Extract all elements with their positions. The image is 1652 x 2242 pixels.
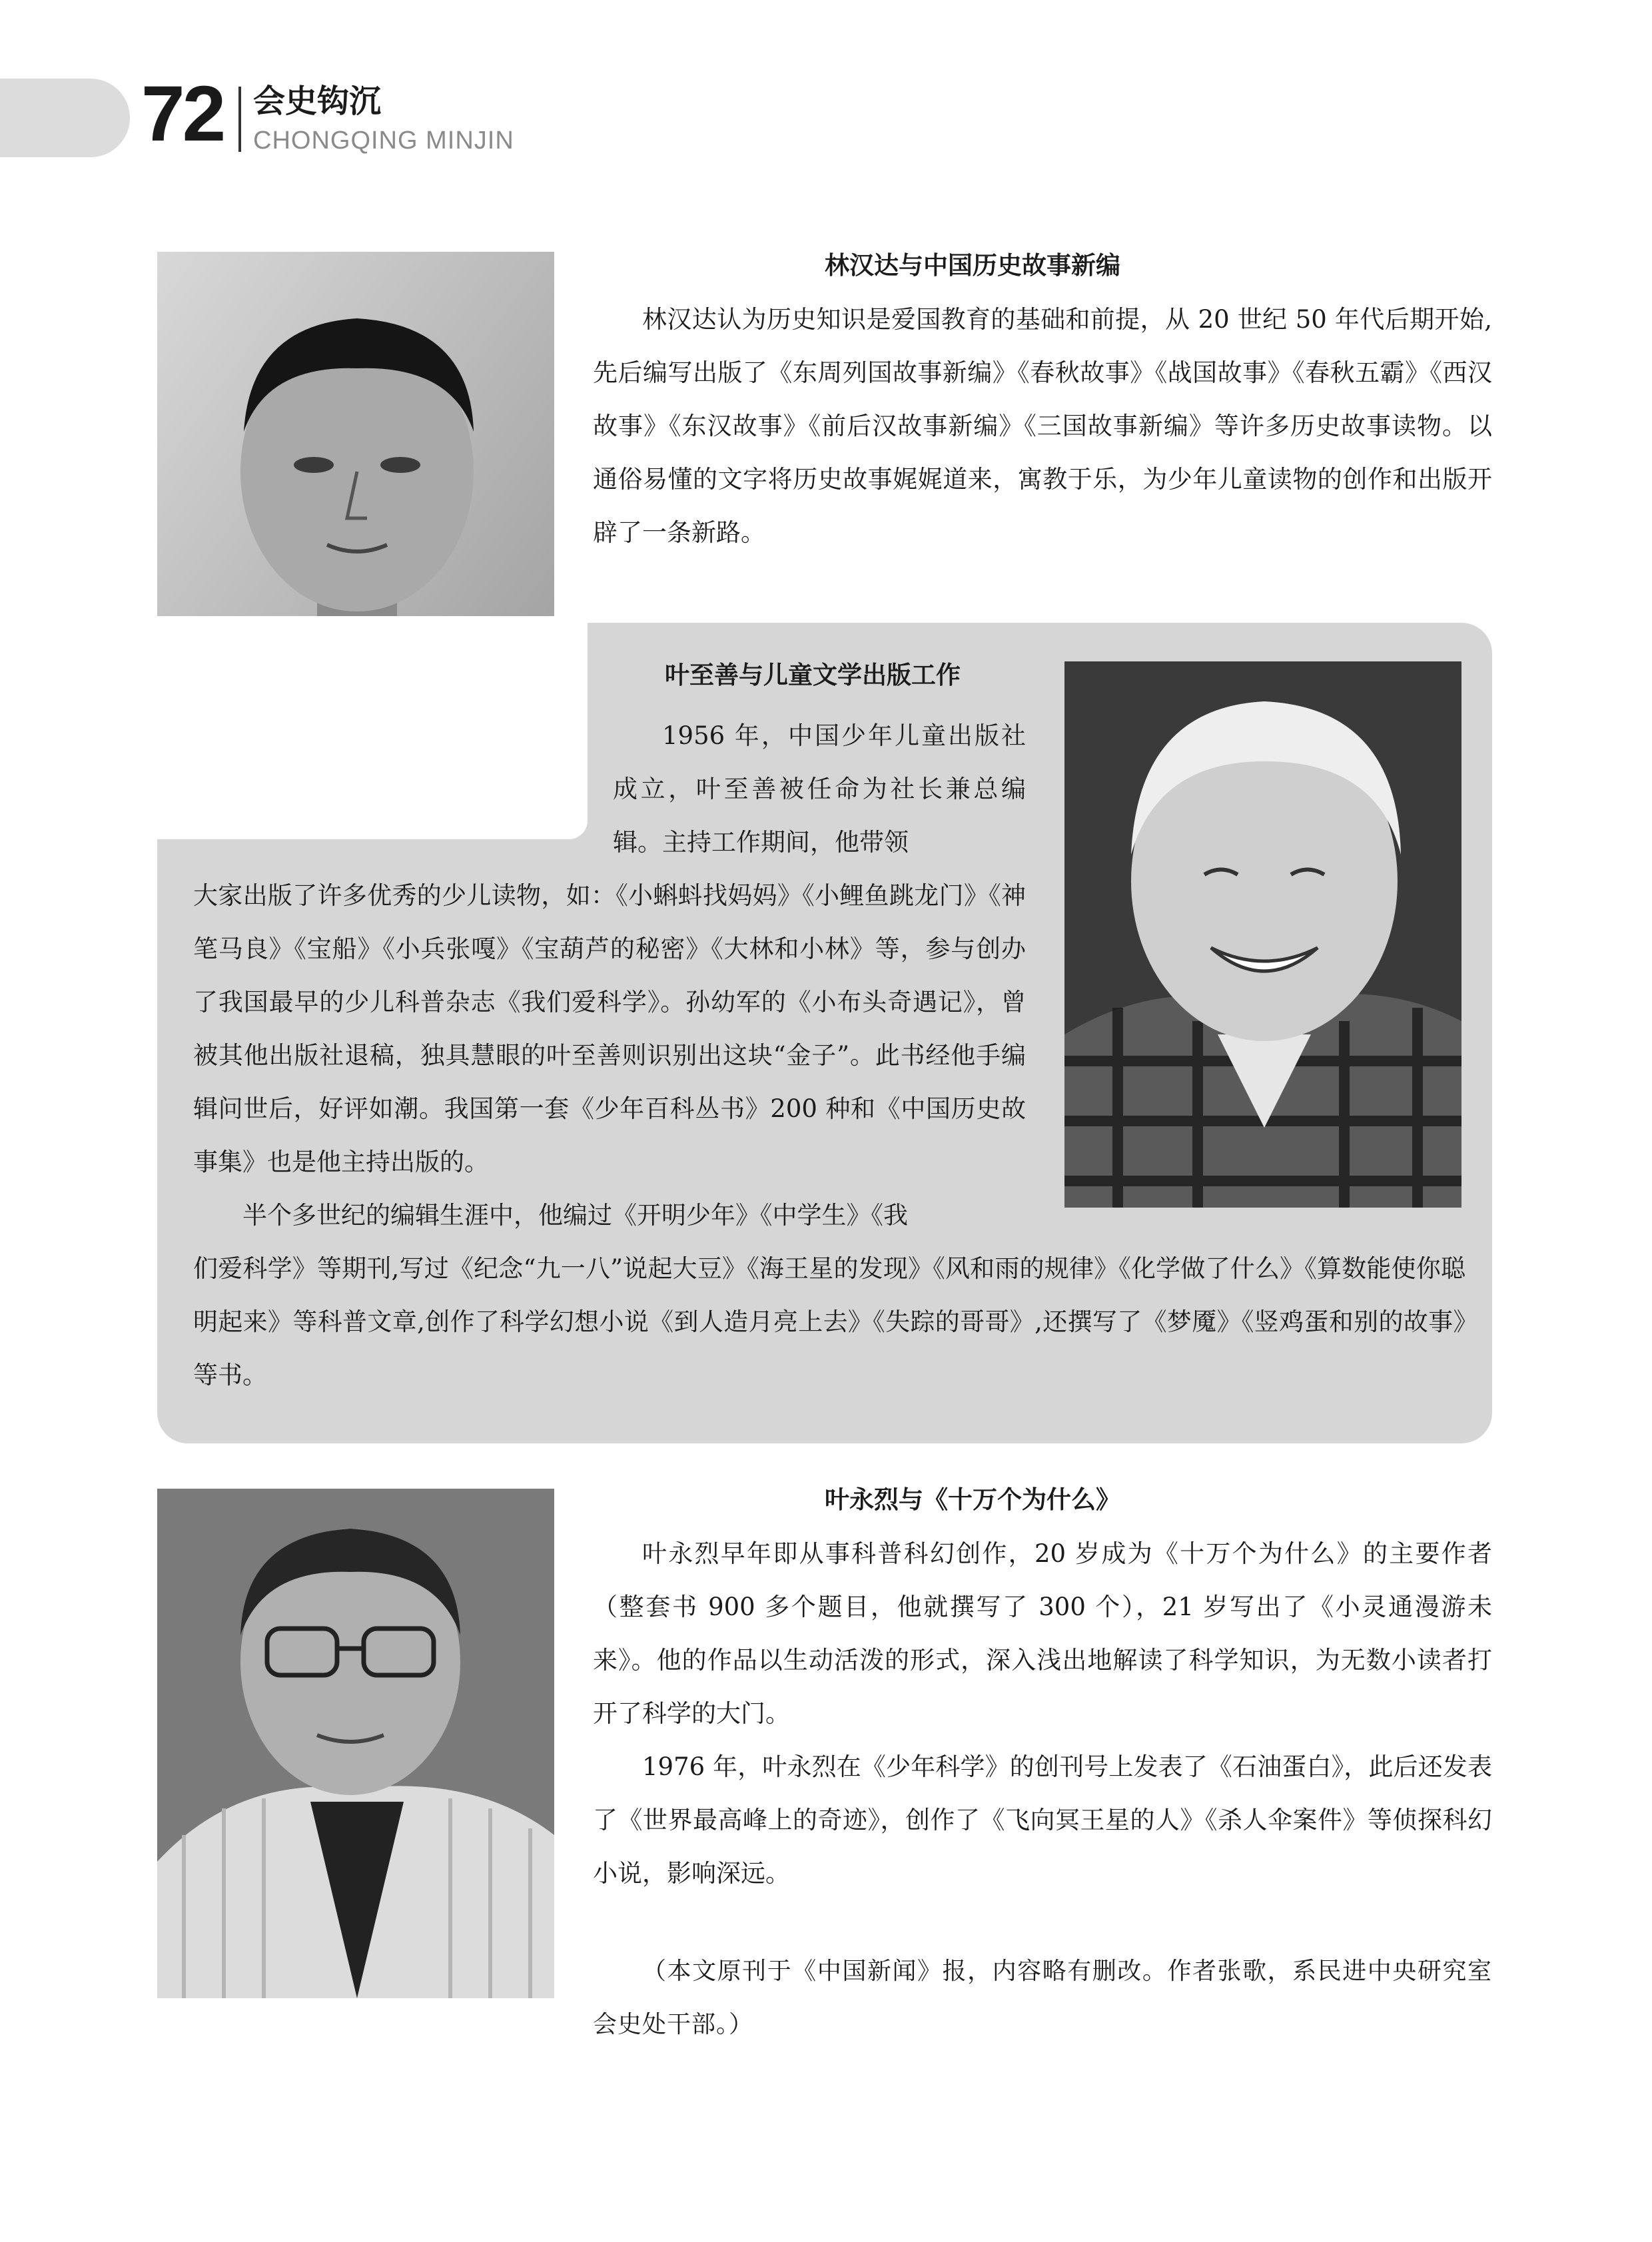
section-paragraph-ye-zhishan-intro: 1956 年，中国少年儿童出版社成立，叶至善被任命为社长兼总编辑。主持工作期间，他带领 [613,721,1026,857]
source-footnote: （本文原刊于《中国新闻》报，内容略有删改。作者张歌，系民进中央研究室会史处干部。） [593,1958,1492,2038]
header-tab [0,79,130,157]
section-paragraph-lin-handa: 林汉达认为历史知识是爱国教育的基础和前提，从 20 世纪 50 年代后期开始,先后编写出版了《东周列国故事新编》《春秋故事》《战国故事》《春秋五霸》《西汉故事》《东汉故事》《前后汉故事新编》《三国故事新编》等许多历史故事读物。以通俗易懂的文字将历史故事娓娓道来，寓教于乐，为少年儿童读物的创作和出版开辟了一条新路。 [593,305,1492,547]
section-title-ye-zhishan: 叶至善与儿童文学出版工作 [665,661,961,689]
section-paragraph-ye-yonglie-2: 1976 年，叶永烈在《少年科学》的创刊号上发表了《石油蛋白》，此后还发表了《世界最高峰上的奇迹》，创作了《飞向冥王星的人》《杀人伞案件》等侦探科幻小说，影响深远。 [593,1752,1492,1888]
portrait-photo-ye-zhishan [1064,661,1461,1208]
section-paragraph-ye-zhishan-career: 们爱科学》等期刊,写过《纪念“九一八”说起大豆》《海王星的发现》《风和雨的规律》《化学做了什么》《算数能使你聪明起来》等科普文章,创作了科学幻想小说《到人造月亮上去》《失踪的哥哥》,还撰写了《梦魇》《竖鸡蛋和别的故事》等书。 [193,1254,1465,1389]
section-paragraph-ye-zhishan-career-intro: 半个多世纪的编辑生涯中，他编过《开明少年》《中学生》《我 [242,1201,908,1230]
section-paragraph-ye-zhishan-body: 大家出版了许多优秀的少儿读物，如：《小蝌蚪找妈妈》《小鲤鱼跳龙门》《神笔马良》《宝船》《小兵张嘎》《宝葫芦的秘密》《大林和小林》等，参与创办了我国最早的少儿科普杂志《我们爱科学》。孙幼军的《小布头奇遇记》，曾被其他出版社退稿，独具慧眼的叶至善则识别出这块“金子”。此书经他手编辑问世后，好评如潮。我国第一套《少年百科丛书》200 种和《中国历史故事集》也是他主持出版的。 [193,881,1026,1176]
column-subtitle: CHONGQING MINJIN [253,127,514,155]
section-paragraph-ye-yonglie-1: 叶永烈早年即从事科普科幻创作，20 岁成为《十万个为什么》的主要作者（整套书 900 多个题目，他就撰写了 300 个），21 岁写出了《小灵通漫游未来》。他的作品以生动活泼的形式，深入浅出地解读了科学知识，为无数小读者打开了科学的大门。 [593,1539,1492,1728]
portrait-photo-ye-yonglie [157,1489,554,1998]
header-divider [238,87,241,152]
page-number: 72 [141,70,224,158]
column-title: 会史钩沉 [253,83,382,120]
section-title-lin-handa: 林汉达与中国历史故事新编 [825,251,1120,280]
section-title-ye-yonglie: 叶永烈与《十万个为什么》 [825,1485,1120,1514]
panel-notch [153,616,588,839]
